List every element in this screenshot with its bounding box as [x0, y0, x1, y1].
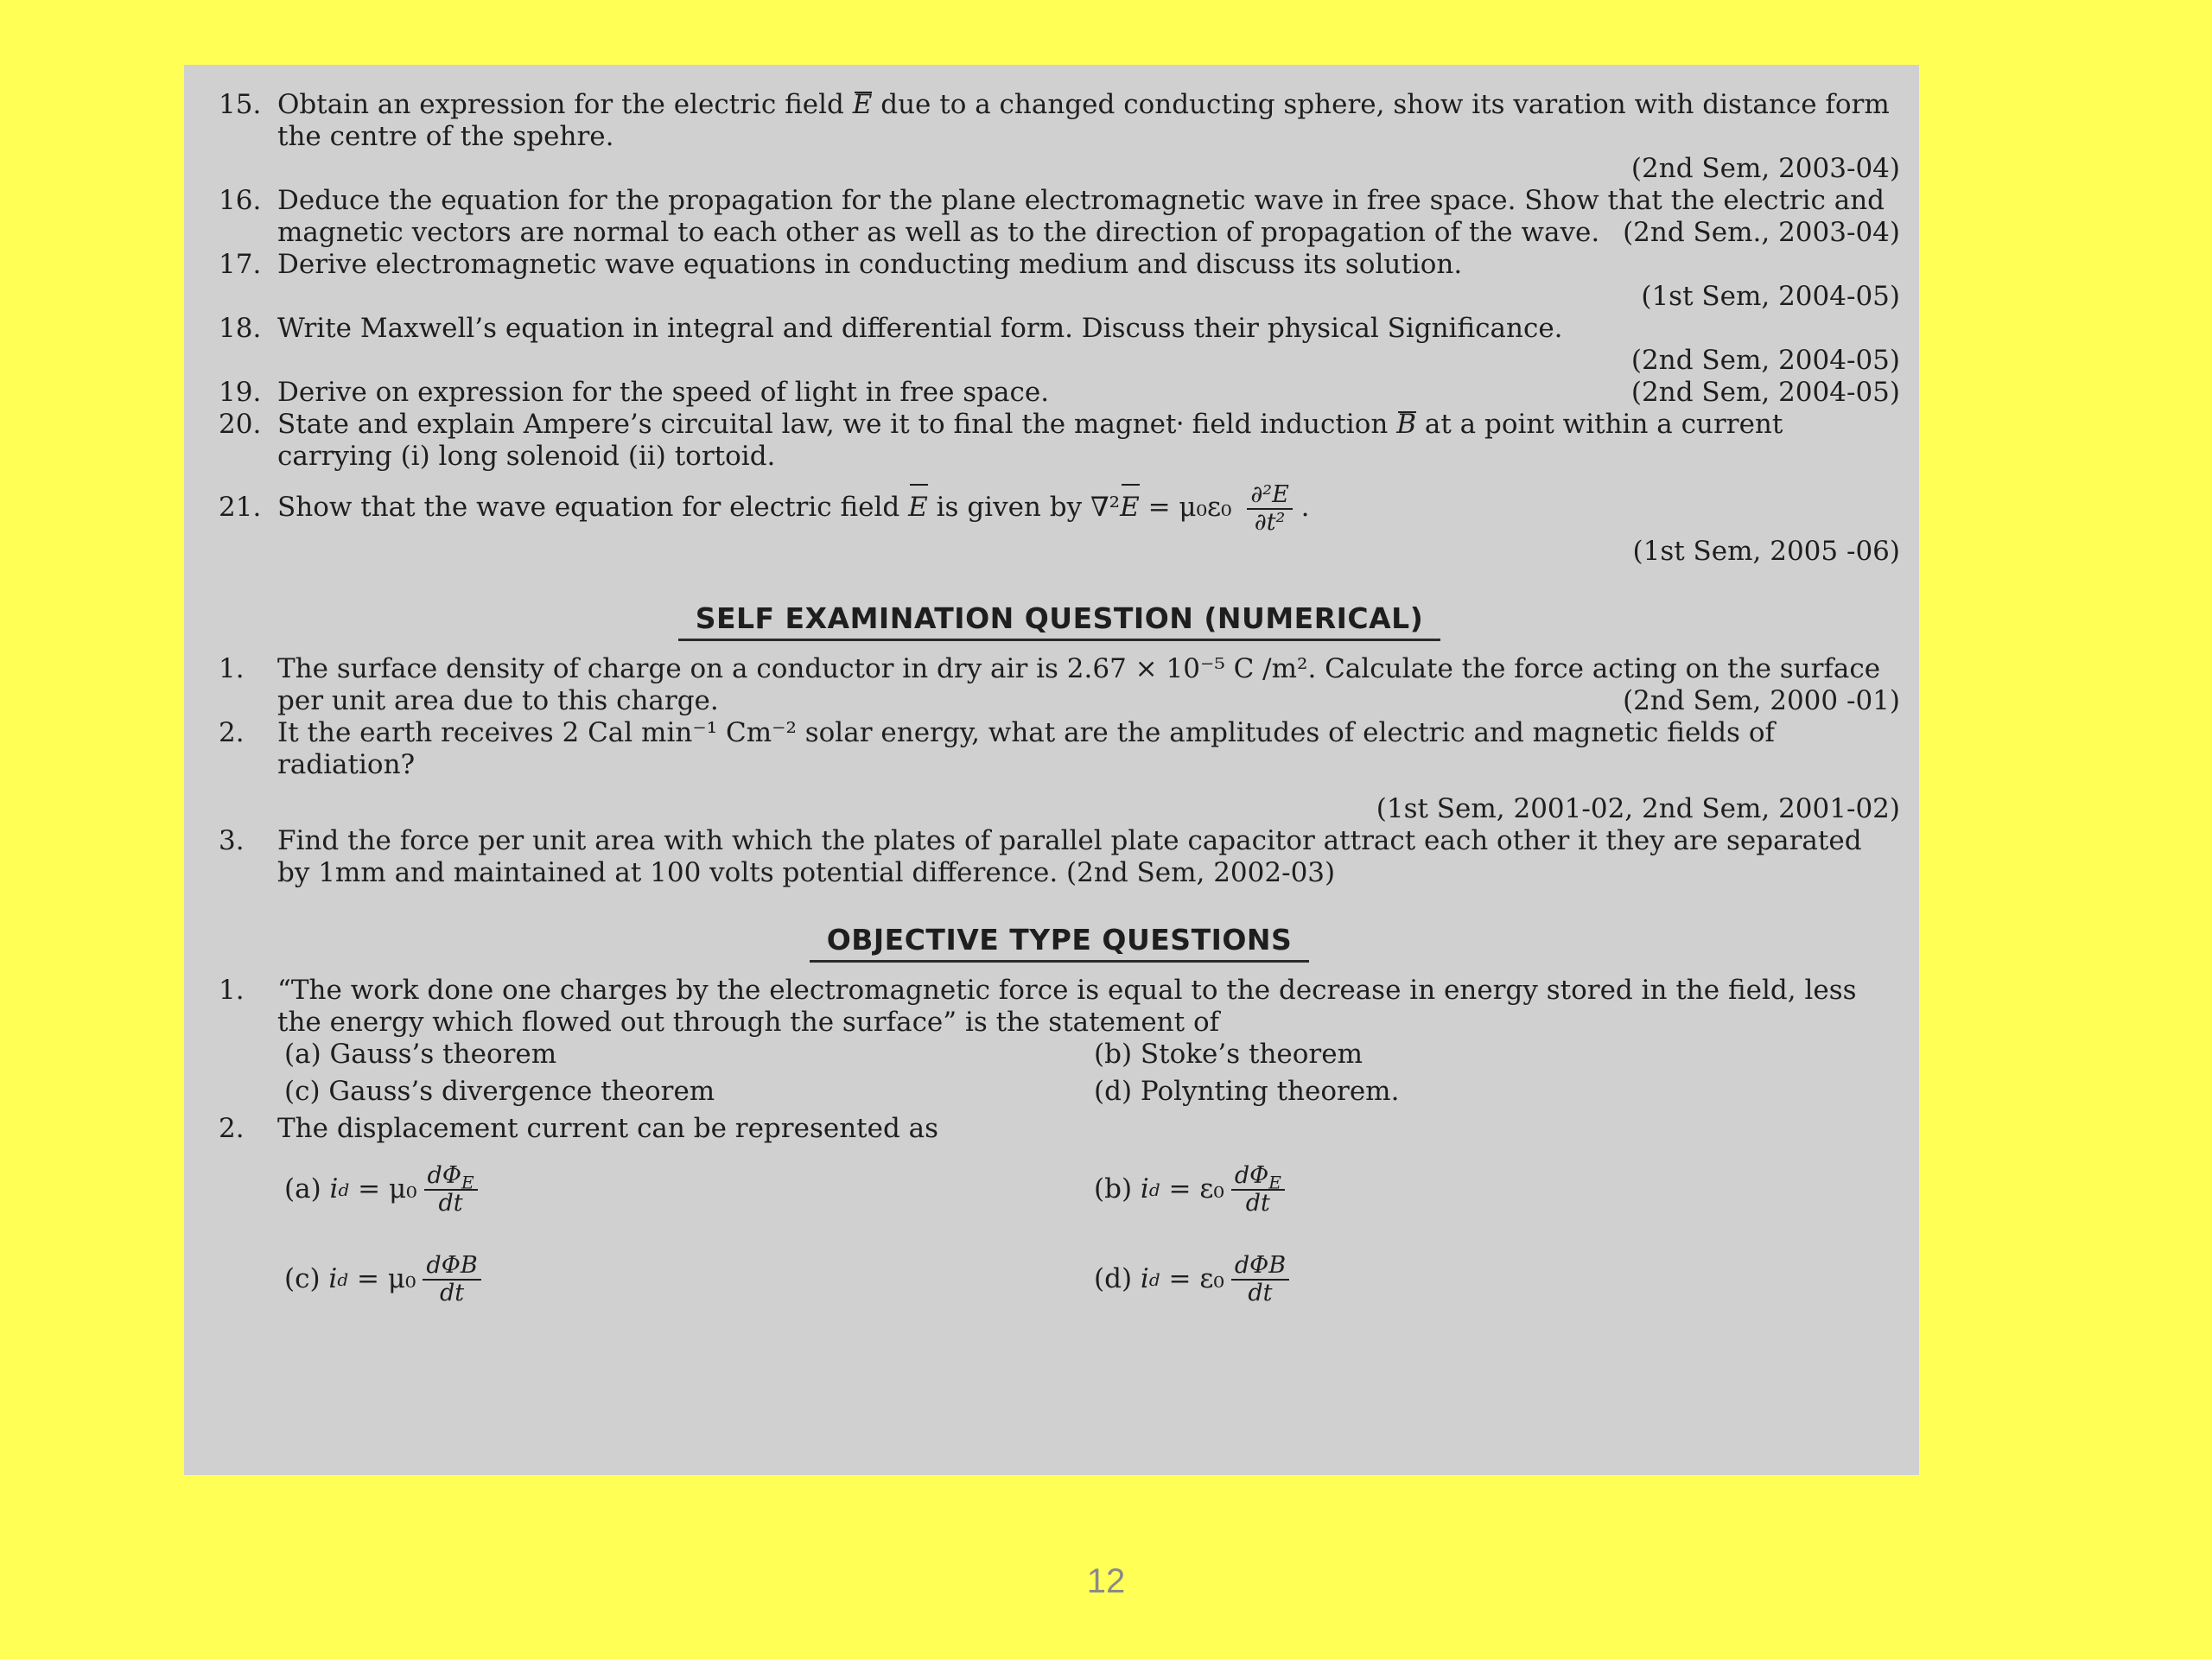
- question-text: due to a changed conducting sphere, show its varation with distance form the centre of the spehre.: [277, 89, 1890, 152]
- question-20: [219, 409, 1900, 473]
- question-text: The surface density of charge on a conductor in dry air is 2.67 × 10⁻⁵ C /m². Calculate the force acting on the surface per unit area due to this charge.: [277, 652, 1881, 716]
- question-text: Obtain an expression for the electric field: [277, 89, 844, 120]
- question-number: 15.: [219, 89, 262, 120]
- constant: = μ₀: [357, 1263, 416, 1294]
- vector-e: E: [908, 481, 928, 533]
- question-number: 2.: [219, 716, 245, 748]
- semester-reference: (1st Sem, 2004-05): [1641, 281, 1900, 312]
- vector-b: B: [1396, 409, 1416, 440]
- semester-reference: (2nd Sem., 2003-04): [1623, 217, 1900, 248]
- option-d: (d) i d = ε₀ $\frac{\text{dΦB}}{dt}$: [1090, 1235, 1900, 1325]
- numerator-text: dΦ: [1234, 1161, 1269, 1189]
- question-number: 20.: [219, 409, 262, 440]
- fraction: [1231, 1253, 1289, 1306]
- numerical-question-1: [219, 653, 1900, 717]
- objective-question-1: [219, 975, 1900, 1113]
- options-list: [281, 1145, 1900, 1325]
- question-text: at a point within a current carrying (i) long solenoid (ii) tortoid.: [277, 409, 1783, 472]
- question-number: 1.: [219, 974, 245, 1006]
- question-text: Deduce the equation for the propagation for the plane electromagnetic wave in free space. Show that the electric and magnetic vectors are normal to each other as well as to the direction of propagation of the wave.: [277, 185, 1885, 248]
- subscript: E: [461, 1171, 474, 1192]
- fraction: [424, 1163, 478, 1217]
- constant: = ε₀: [1168, 1263, 1224, 1294]
- fraction: [1231, 1163, 1285, 1217]
- fraction-numerator: [423, 1253, 480, 1281]
- question-21: 21. Show that the wave equation for electric field E is given by ∇²E = μ₀ε₀ $\frac{\text{∂²E}}{\text{∂t²}}$ .: [219, 480, 1310, 536]
- fraction-denominator: dt: [1245, 1189, 1270, 1217]
- option-d: (d) Polynting theorem.: [1094, 1075, 1400, 1107]
- question-text: Write Maxwell’s equation in integral and differential form. Discuss their physical Significance.: [277, 313, 1563, 344]
- numerical-question-2: [219, 717, 1900, 781]
- option-label: (d): [1094, 1263, 1133, 1294]
- vector-e: E: [1120, 481, 1140, 533]
- question-19: [219, 377, 1900, 409]
- question-text: Derive electromagnetic wave equations in conducting medium and discuss its solution.: [277, 249, 1463, 280]
- wave-equation-constants: = μ₀ε₀: [1147, 492, 1232, 523]
- question-text: Find the force per unit area with which the plates of parallel plate capacitor attract each other it they are separated by 1mm and maintained at 100 volts potential difference. (2nd Sem, 2002-03): [277, 824, 1862, 888]
- wave-equation-fraction: [1247, 482, 1293, 536]
- scanned-page: [184, 65, 1919, 1475]
- question-number: 16.: [219, 185, 262, 216]
- question-text: State and explain Ampere’s circuital law, we it to final the magnet⸱ field induction: [277, 409, 1389, 440]
- question-17: [219, 249, 1900, 281]
- page-number: 12: [1086, 1562, 1126, 1600]
- current-symbol: i: [1140, 1263, 1149, 1294]
- semester-reference: (2nd Sem, 2004-05): [1630, 345, 1900, 376]
- question-16: [219, 185, 1900, 249]
- fraction-numerator: ∂²E: [1247, 482, 1293, 510]
- numerical-question-3: [219, 825, 1900, 889]
- option-b: (b) Stoke’s theorem: [1094, 1038, 1363, 1070]
- question-number: 1.: [219, 652, 245, 684]
- fraction-numerator: [1231, 1163, 1285, 1191]
- option-c: (c) i d = μ₀ $\frac{\text{dΦB}}{dt}$: [281, 1235, 1090, 1325]
- option-label: (b): [1094, 1173, 1133, 1205]
- semester-reference: (1st Sem, 2005 -06): [1632, 535, 1900, 567]
- option-c: (c) Gauss’s divergence theorem: [284, 1075, 715, 1107]
- numerator-text: dΦB: [426, 1251, 478, 1279]
- option-label: (a): [284, 1173, 321, 1205]
- question-18: [219, 313, 1900, 345]
- semester-reference: (2nd Sem, 2003-04): [1630, 153, 1900, 184]
- option-label: (c): [284, 1263, 321, 1294]
- fraction-denominator: ∂t²: [1254, 508, 1286, 536]
- heading-text: SELF EXAMINATION QUESTION (NUMERICAL): [678, 601, 1441, 641]
- question-text: “The work done one charges by the electromagnetic force is equal to the decrease in energy stored in the field, less the energy which flowed out through the surface” is the statement of: [277, 974, 1857, 1038]
- section-heading-numerical: [219, 602, 1900, 634]
- constant: = μ₀: [358, 1173, 417, 1205]
- semester-reference: (2nd Sem, 2000 -01): [1623, 684, 1900, 716]
- fraction-denominator: dt: [1248, 1279, 1273, 1306]
- question-text: Show that the wave equation for electric field: [277, 492, 900, 523]
- question-text: Derive on expression for the speed of light in free space.: [277, 377, 1050, 408]
- question-text: is given by: [936, 492, 1083, 523]
- semester-reference: (2nd Sem, 2004-05): [1630, 377, 1900, 408]
- fraction: [423, 1253, 480, 1306]
- subscript: E: [1268, 1171, 1281, 1192]
- question-number: 17.: [219, 249, 262, 280]
- heading-text: OBJECTIVE TYPE QUESTIONS: [810, 923, 1310, 963]
- question-number: 21.: [219, 492, 262, 523]
- option-a: (a) i d = μ₀ $\frac{d\Phi_E}{dt}$: [281, 1145, 1090, 1235]
- current-symbol: i: [1140, 1173, 1149, 1205]
- question-text: It the earth receives 2 Cal min⁻¹ Cm⁻² solar energy, what are the amplitudes of electric and magnetic fields of radiation?: [277, 716, 1775, 780]
- vector-e: E: [852, 89, 873, 120]
- constant: = ε₀: [1168, 1173, 1224, 1205]
- options-list: [281, 1039, 1900, 1113]
- objective-question-2: [219, 1113, 1900, 1325]
- option-a: (a) Gauss’s theorem: [284, 1038, 557, 1070]
- option-b: (b) i d = ε₀ $\frac{d\Phi_E}{dt}$: [1090, 1145, 1900, 1235]
- question-number: 19.: [219, 377, 262, 408]
- section-heading-objective: [219, 924, 1900, 956]
- numerator-text: dΦ: [427, 1161, 461, 1189]
- question-15: [219, 89, 1900, 153]
- fraction-denominator: dt: [439, 1279, 465, 1306]
- question-text: The displacement current can be represented as: [277, 1112, 939, 1144]
- fraction-denominator: dt: [438, 1189, 463, 1217]
- question-number: 3.: [219, 824, 245, 856]
- fraction-numerator: [424, 1163, 478, 1191]
- question-number: 18.: [219, 313, 262, 344]
- wave-equation-lhs: ∇²: [1090, 492, 1121, 523]
- question-number: 2.: [219, 1112, 245, 1144]
- current-symbol: i: [329, 1173, 339, 1205]
- semester-reference: (1st Sem, 2001-02, 2nd Sem, 2001-02): [1376, 792, 1900, 824]
- fraction-numerator: [1231, 1253, 1289, 1281]
- numerator-text: dΦB: [1234, 1251, 1287, 1279]
- current-symbol: i: [328, 1263, 338, 1294]
